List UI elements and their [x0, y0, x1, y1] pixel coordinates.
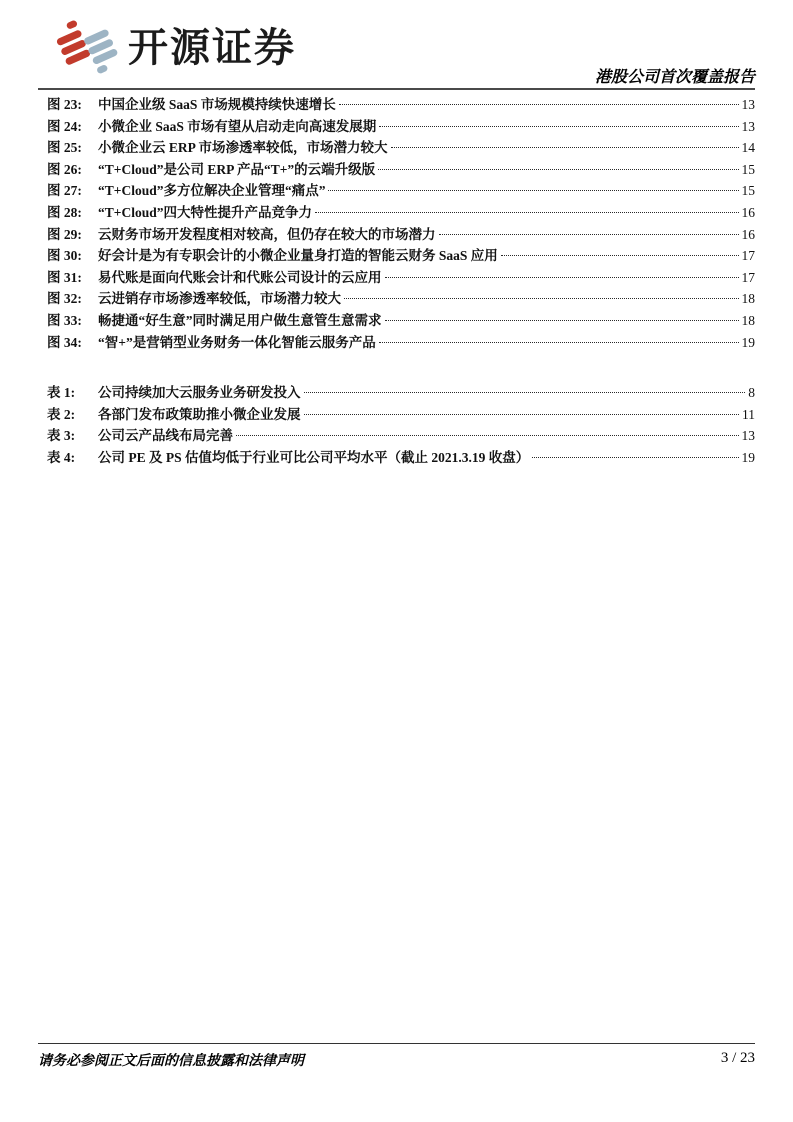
toc-entry-label: 图 26:	[47, 161, 82, 177]
brand-logo	[56, 18, 296, 78]
toc-entry-label: 图 27:	[47, 183, 82, 199]
toc-entry-page: 8	[748, 385, 755, 401]
toc-entry-label: 图 25:	[47, 140, 82, 156]
toc-entry-label: 图 24:	[47, 118, 82, 134]
toc-entry-label: 表 1:	[47, 385, 76, 401]
toc-entry-title: “T+Cloud”是公司 ERP 产品“T+”的云端升级版	[98, 161, 376, 177]
toc-entry-page: 15	[741, 161, 755, 177]
toc-entry-title: 小微企业 SaaS 市场有望从启动走向高速发展期	[98, 118, 377, 134]
toc-entry-label: 图 30:	[47, 248, 82, 264]
toc-dot-leader	[391, 147, 739, 148]
toc-entry-page: 13	[741, 97, 755, 112]
toc-figure-row[interactable]	[38, 116, 755, 138]
toc-dot-leader	[304, 414, 740, 415]
toc-figure-row[interactable]	[38, 180, 755, 202]
toc-entry-page: 16	[741, 226, 755, 242]
toc-dot-leader	[339, 104, 739, 105]
footer-divider	[38, 1043, 755, 1044]
toc-dot-leader	[304, 392, 746, 393]
toc-dot-leader	[328, 190, 738, 191]
toc-entry-label: 图 29:	[47, 226, 82, 242]
toc-figure-row[interactable]	[38, 202, 755, 224]
toc-entry-title: 畅捷通“好生意”同时满足用户做生意管生意需求	[98, 312, 382, 328]
toc-entry-title: 各部门发布政策助推小微企业发展	[98, 406, 301, 422]
toc-entry-title: 公司持续加大云服务业务研发投入	[98, 385, 301, 401]
toc-entry-label: 表 4:	[47, 449, 76, 465]
toc-tables-section	[38, 382, 755, 468]
report-type-label: 港股公司首次覆盖报告	[594, 69, 755, 86]
toc-figures-section	[38, 94, 755, 353]
kaiyuan-logo-icon	[56, 18, 118, 78]
toc-figure-row[interactable]	[38, 245, 755, 267]
toc-entry-title: “智+”是营销型业务财务一体化智能云服务产品	[98, 334, 376, 350]
toc-entry-title: “T+Cloud”多方位解决企业管理“痛点”	[98, 183, 326, 199]
toc-entry-title: 云财务市场开发程度相对较高，但仍存在较大的市场潜力	[98, 226, 436, 242]
toc-entry-page: 15	[741, 183, 755, 199]
toc-figure-row[interactable]	[38, 224, 755, 246]
toc-figure-row[interactable]	[38, 267, 755, 289]
toc-entry-title: 公司云产品线布局完善	[98, 428, 233, 444]
toc-entry-label: 图 34:	[47, 334, 82, 350]
toc-entry-title: 小微企业云 ERP 市场渗透率较低，市场潜力较大	[98, 140, 388, 156]
toc-dot-leader	[236, 435, 739, 436]
toc-entry-label: 图 31:	[47, 269, 82, 285]
toc-entry-page: 18	[741, 291, 755, 307]
toc-entry-label: 图 23:	[47, 97, 82, 112]
toc-entry-title: 公司 PE 及 PS 估值均低于行业可比公司平均水平（截止 2021.3.19 收盘）	[98, 449, 530, 465]
toc-dot-leader	[532, 457, 738, 458]
header-divider	[38, 88, 755, 90]
toc-table-row[interactable]	[38, 425, 755, 447]
toc-entry-title: “T+Cloud”四大特性提升产品竞争力	[98, 204, 312, 220]
toc-figure-row[interactable]	[38, 310, 755, 332]
toc-figure-row[interactable]	[38, 137, 755, 159]
toc-figure-row[interactable]	[38, 332, 755, 354]
toc-entry-title: 云进销存市场渗透率较低，市场潜力较大	[98, 291, 341, 307]
toc-dot-leader	[344, 298, 739, 299]
toc-entry-label: 表 2:	[47, 406, 76, 422]
toc-entry-page: 19	[741, 449, 755, 465]
toc-dot-leader	[379, 126, 738, 127]
toc-dot-leader	[379, 342, 739, 343]
toc-entry-page: 13	[741, 428, 755, 444]
toc-table-row[interactable]	[38, 382, 755, 404]
toc-figure-row[interactable]	[38, 288, 755, 310]
toc-figure-row[interactable]	[38, 94, 755, 116]
table-of-contents	[38, 94, 755, 469]
toc-entry-page: 19	[741, 334, 755, 350]
toc-entry-page: 17	[741, 269, 755, 285]
toc-dot-leader	[385, 320, 739, 321]
toc-dot-leader	[439, 234, 739, 235]
toc-dot-leader	[378, 169, 738, 170]
toc-entry-page: 13	[741, 118, 755, 134]
page-number: 3 / 23	[720, 1050, 755, 1066]
toc-table-row[interactable]	[38, 404, 755, 426]
toc-entry-page: 18	[741, 312, 755, 328]
toc-entry-page: 16	[741, 204, 755, 220]
footer-disclaimer: 请务必参阅正文后面的信息披露和法律声明	[38, 1054, 304, 1069]
toc-entry-label: 图 32:	[47, 291, 82, 307]
toc-entry-page: 11	[742, 406, 755, 422]
toc-entry-title: 好会计是为有专职会计的小微企业量身打造的智能云财务 SaaS 应用	[98, 248, 498, 264]
toc-entry-title: 中国企业级 SaaS 市场规模持续快速增长	[98, 97, 336, 112]
toc-entry-page: 17	[741, 248, 755, 264]
toc-entry-label: 图 33:	[47, 312, 82, 328]
toc-dot-leader	[501, 255, 739, 256]
toc-entry-label: 图 28:	[47, 204, 82, 220]
toc-dot-leader	[315, 212, 739, 213]
toc-dot-leader	[385, 277, 739, 278]
toc-figure-row[interactable]	[38, 159, 755, 181]
toc-entry-page: 14	[741, 140, 755, 156]
brand-name: 开源证券	[128, 26, 296, 70]
toc-entry-label: 表 3:	[47, 428, 76, 444]
toc-entry-title: 易代账是面向代账会计和代账公司设计的云应用	[98, 269, 382, 285]
toc-table-row[interactable]	[38, 447, 755, 469]
